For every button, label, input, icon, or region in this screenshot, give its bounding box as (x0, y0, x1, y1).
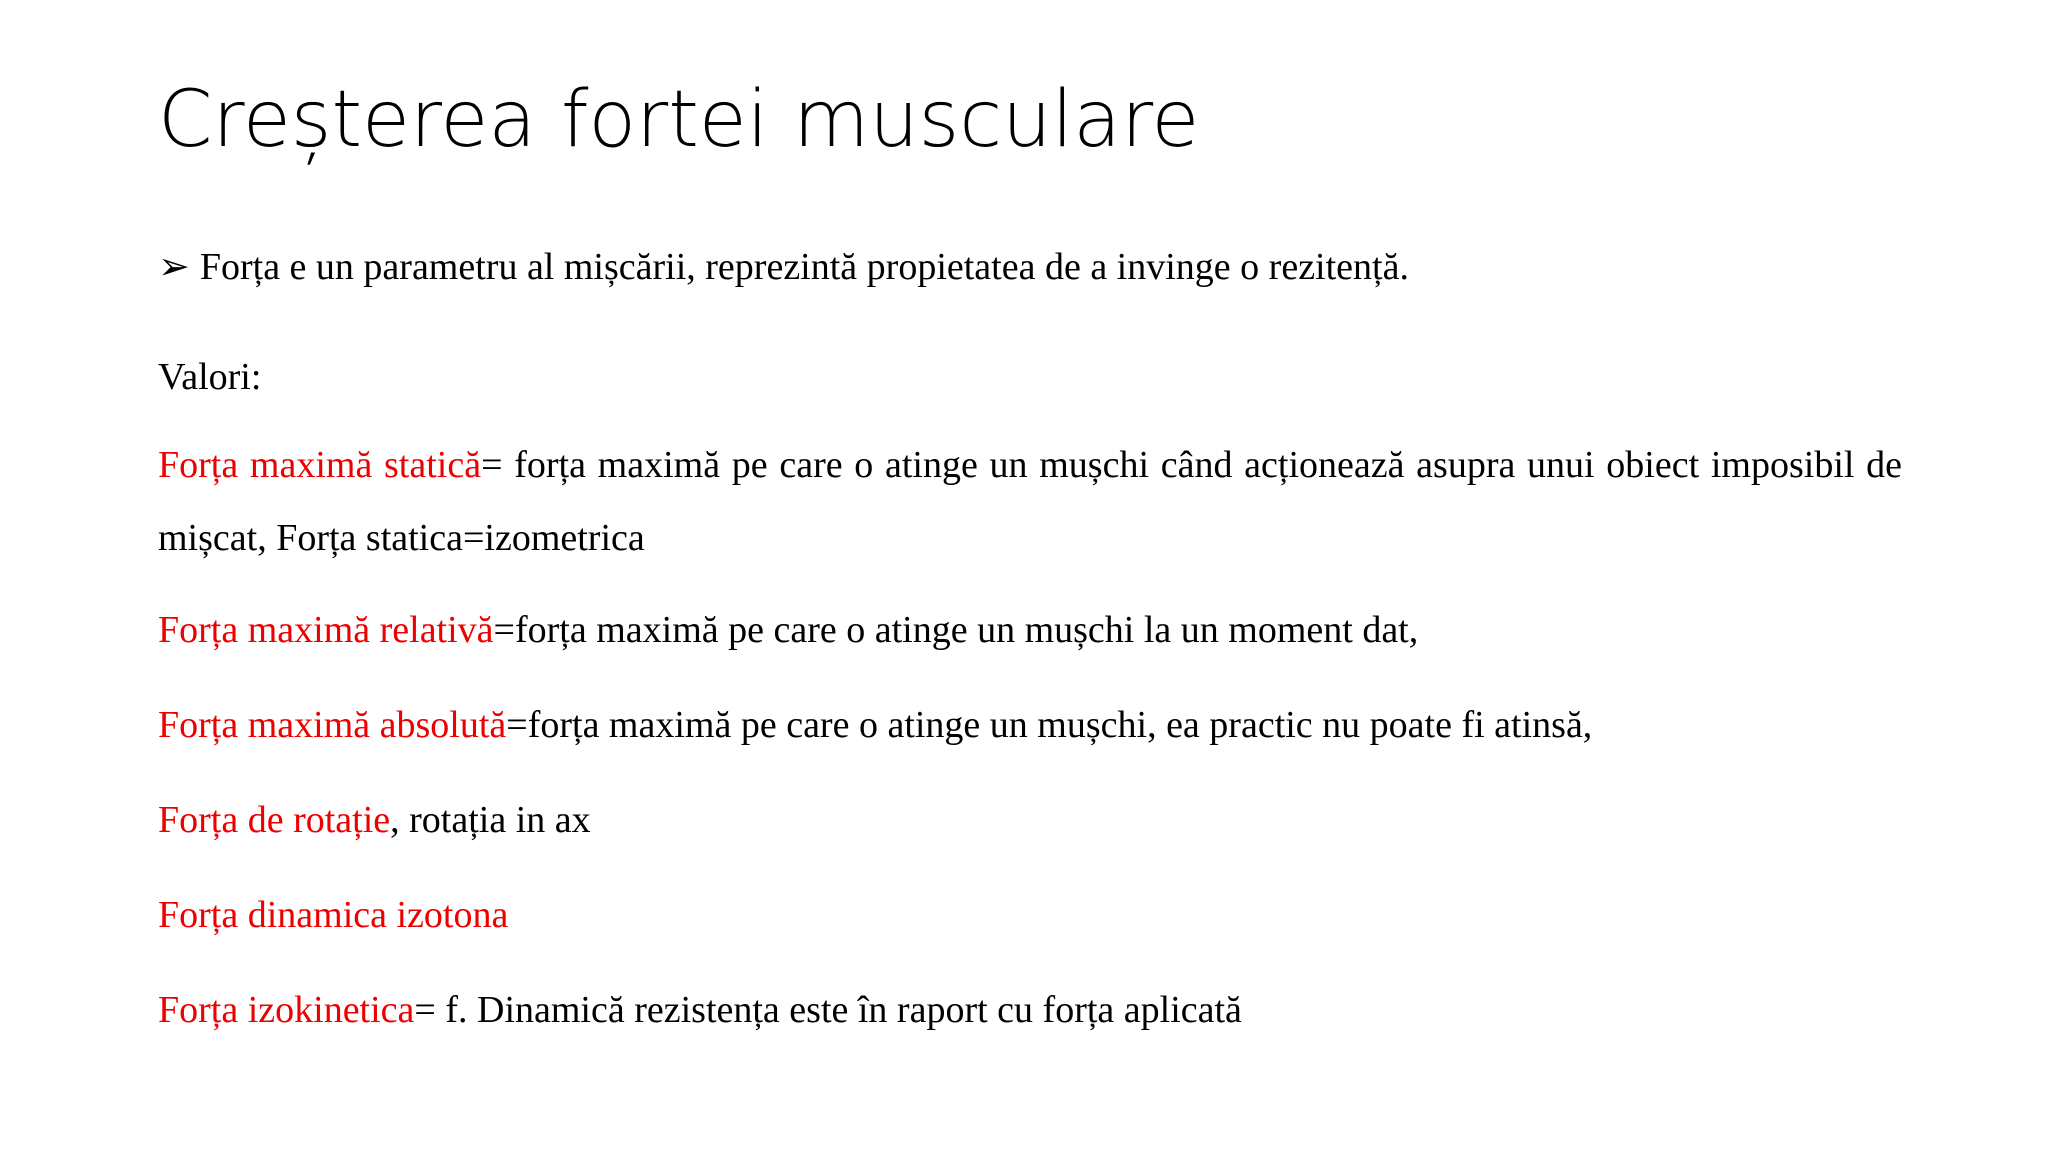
definition-text: = forța maximă pe care o atinge un mușchi când acționează asupra unui obiect imposibil de mișcat, Forța statica=izometrica (158, 444, 1902, 559)
definition-relative-max (158, 608, 1902, 652)
definition-static-max (158, 429, 1902, 575)
definition-text: =forța maximă pe care o atinge un mușchi, ea practic nu poate fi atinsă, (506, 704, 1593, 746)
definition-term: Forța maximă relativă (158, 609, 494, 651)
definition-term: Forța izokinetica (158, 989, 415, 1031)
definition-absolute-max (158, 703, 1902, 747)
definition-term: Forța dinamica izotona (158, 894, 509, 936)
values-label: Valori: (158, 356, 262, 398)
definition-text: , rotația in ax (390, 799, 591, 841)
arrow-bullet-icon: ➢ (158, 246, 190, 288)
definition-term: Forța maximă absolută (158, 704, 507, 746)
definition-term: Forța de rotație (158, 799, 391, 841)
definition-isokinetic (158, 988, 1902, 1032)
definition-rotation (158, 798, 1902, 842)
definition-dynamic-isotonic (158, 893, 1902, 937)
intro-bullet-text: Forța e un parametru al mișcării, reprezintă propietatea de a invinge o rezitență. (199, 246, 1409, 288)
slide-title: Creșterea fortei musculare (158, 75, 1200, 165)
definition-text: =forța maximă pe care o atinge un mușchi la un moment dat, (493, 609, 1419, 651)
definition-text: = f. Dinamică rezistența este în raport cu forța aplicată (414, 989, 1242, 1031)
definition-term: Forța maximă statică (158, 444, 482, 486)
intro-bullet (158, 244, 1409, 289)
